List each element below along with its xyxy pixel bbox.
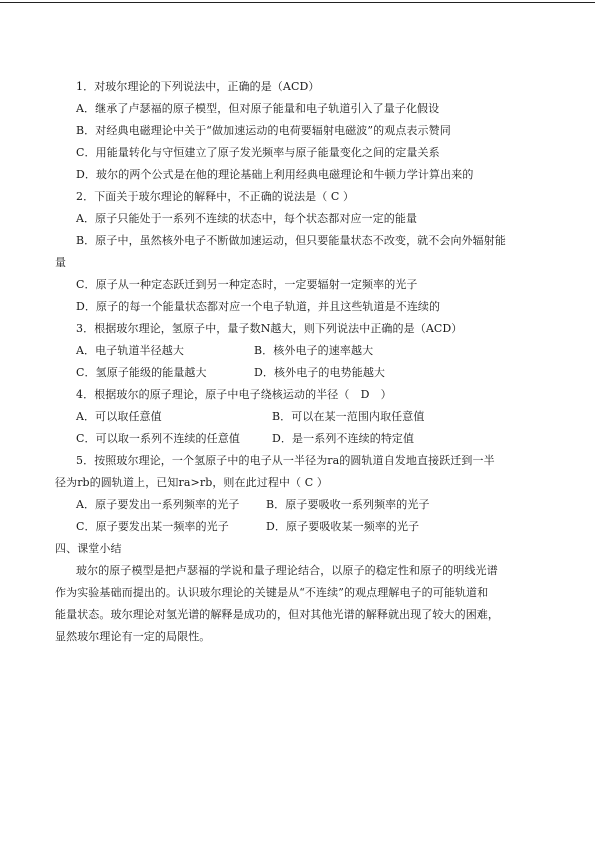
question-1-option-b: B．对经典电磁理论中关于“做加速运动的电荷要辐射电磁波”的观点表示赞同 xyxy=(76,124,451,137)
question-3-stem: 3．根据玻尔理论，氢原子中，量子数N越大，则下列说法中正确的是（ACD） xyxy=(76,322,463,335)
question-4-stem: 4．根据玻尔的原子理论，原子中电子绕核运动的半径（ D ） xyxy=(76,388,392,401)
question-5-stem-continued: 径为rb的圆轨道上，已知ra>rb，则在此过程中（ C ） xyxy=(55,476,328,489)
question-5-option-c: C．原子要发出某一频率的光子 xyxy=(76,520,229,533)
section-heading-summary: 四、课堂小结 xyxy=(55,542,122,555)
question-4-option-d: D．是一系列不连续的特定值 xyxy=(272,432,415,445)
question-2-option-c: C．原子从一种定态跃迁到另一种定态时，一定要辐射一定频率的光子 xyxy=(76,278,418,291)
question-4-option-a: A．可以取任意值 xyxy=(76,410,162,423)
summary-paragraph-line-2: 作为实验基础而提出的。认识玻尔理论的关键是从“不连续”的观点理解电子的可能轨道和 xyxy=(55,586,489,599)
summary-paragraph-line-4: 显然玻尔理论有一定的局限性。 xyxy=(55,630,211,643)
question-1-option-a: A．继承了卢瑟福的原子模型，但对原子能量和电子轨道引入了量子化假设 xyxy=(76,102,440,115)
question-3-option-c: C．氢原子能级的能量越大 xyxy=(76,366,207,379)
question-4-option-b: B．可以在某一范围内取任意值 xyxy=(272,410,425,423)
question-2-stem: 2．下面关于玻尔理论的解释中，不正确的说法是（ C ） xyxy=(76,190,355,203)
question-3-option-b: B．核外电子的速率越大 xyxy=(254,344,374,357)
question-2-option-d: D．原子的每一个能量状态都对应一个电子轨道，并且这些轨道是不连续的 xyxy=(76,300,441,313)
question-2-option-a: A．原子只能处于一系列不连续的状态中，每个状态都对应一定的能量 xyxy=(76,212,418,225)
summary-paragraph-line-1: 玻尔的原子模型是把卢瑟福的学说和量子理论结合，以原子的稳定性和原子的明线光谱 xyxy=(76,564,498,577)
header-rule xyxy=(0,2,595,3)
question-2-option-b: B．原子中，虽然核外电子不断做加速运动，但只要能量状态不改变，就不会向外辐射能 xyxy=(76,234,506,247)
summary-paragraph-line-3: 能量状态。玻尔理论对氢光谱的解释是成功的，但对其他光谱的解释就出现了较大的困难， xyxy=(55,608,499,621)
question-2-option-b-continued: 量 xyxy=(55,256,67,269)
question-5-option-a: A．原子要发出一系列频率的光子 xyxy=(76,498,240,511)
question-1-option-c: C．用能量转化与守恒建立了原子发光频率与原子能量变化之间的定量关系 xyxy=(76,146,440,159)
question-5-option-b: B．原子要吸收一系列频率的光子 xyxy=(266,498,430,511)
question-5-option-d: D．原子要吸收某一频率的光子 xyxy=(266,520,420,533)
question-1-option-d: D．玻尔的两个公式是在他的理论基础上利用经典电磁理论和牛顿力学计算出来的 xyxy=(76,168,474,181)
question-5-stem: 5．按照玻尔理论，一个氢原子中的电子从一半径为ra的圆轨道自发地直接跃迁到一半 xyxy=(76,454,495,467)
question-4-option-c: C．可以取一系列不连续的任意值 xyxy=(76,432,240,445)
question-3-option-d: D．核外电子的电势能越大 xyxy=(254,366,386,379)
question-1-stem: 1．对玻尔理论的下列说法中，正确的是（ACD） xyxy=(76,80,320,93)
question-3-option-a: A．电子轨道半径越大 xyxy=(76,344,184,357)
